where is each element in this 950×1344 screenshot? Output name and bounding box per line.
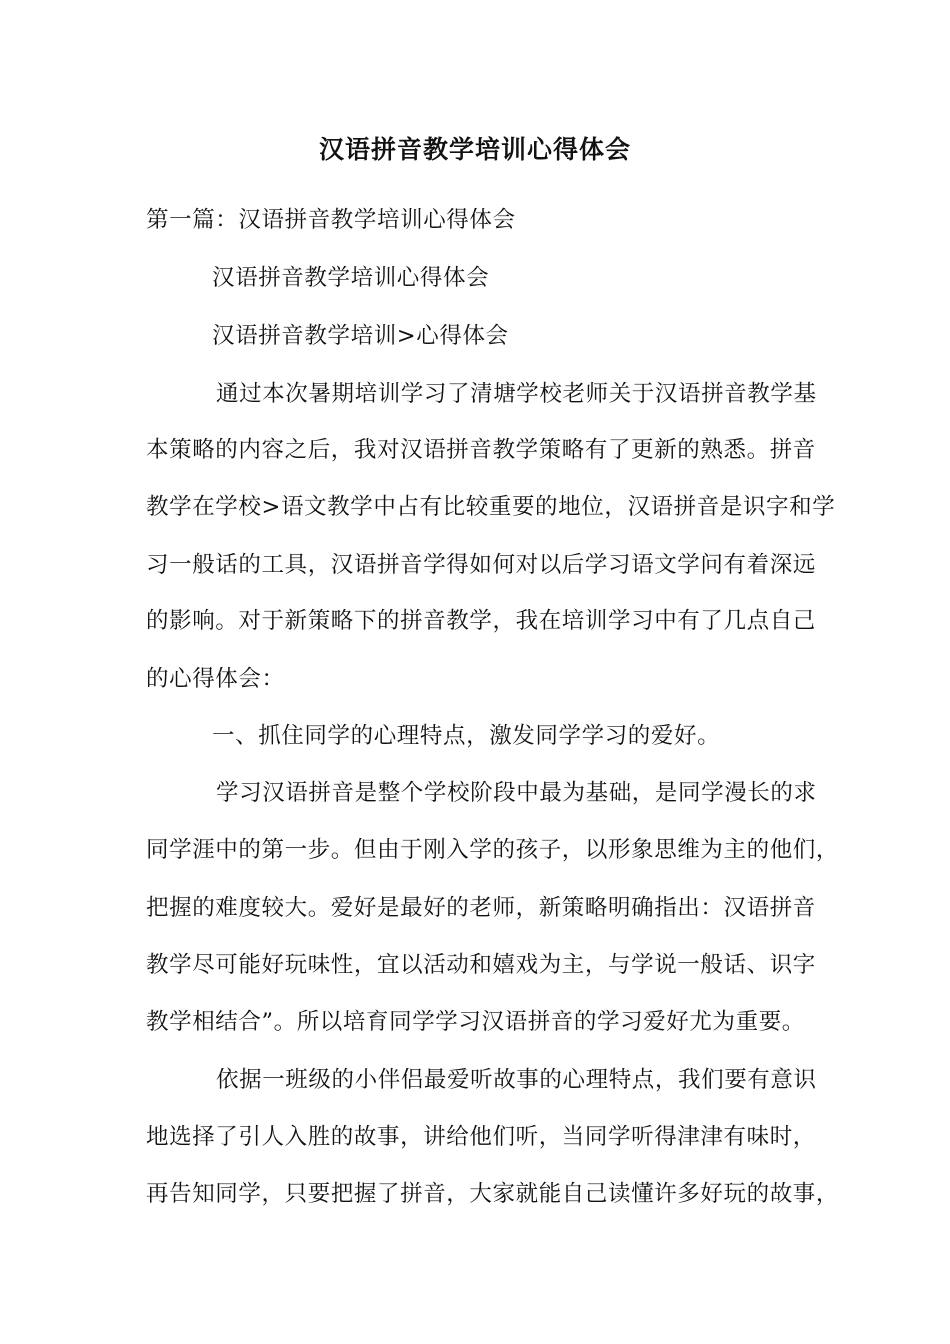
paragraph-line: 的影响。对于新策略下的拼音教学，我在培训学习中有了几点自己 [146,608,816,634]
paragraph-line: 本策略的内容之后，我对汉语拼音教学策略有了更新的熟悉。拼音 [146,437,816,463]
paragraph-line: 依据一班级的小伴侣最爱听故事的心理特点，我们要有意识 [216,1067,817,1093]
document-title: 汉语拼音教学培训心得体会 [318,135,631,164]
section-point: 一、抓住同学的心理特点，激发同学学习的爱好。 [212,723,721,749]
paragraph-line: 习一般话的工具，汉语拼音学得如何对以后学习语文学问有着深远 [146,552,816,578]
paragraph-line: 通过本次暑期培训学习了清塘学校老师关于汉语拼音教学基 [216,381,817,407]
paragraph-line: 教学相结合”。所以培育同学学习汉语拼音的学习爱好尤为重要。 [146,1009,805,1035]
section-heading: 第一篇：汉语拼音教学培训心得体会 [146,207,516,233]
paragraph-line: 地选择了引人入胜的故事，讲给他们听，当同学听得津津有味时， [146,1124,816,1150]
paragraph-line: 把握的难度较大。爱好是最好的老师，新策略明确指出：汉语拼音 [146,895,816,921]
subtitle-line: 汉语拼音教学培训>心得体会 [212,323,509,349]
paragraph-line: 教学在学校>语文教学中占有比较重要的地位，汉语拼音是识字和学 [146,494,836,520]
paragraph-line: 再告知同学，只要把握了拼音，大家就能自己读懂许多好玩的故事， [146,1181,840,1207]
paragraph-line: 教学尽可能好玩味性，宜以活动和嬉戏为主，与学说一般话、识字 [146,952,816,978]
paragraph-line: 的心得体会： [146,666,285,692]
paragraph-line: 同学涯中的第一步。但由于刚入学的孩子，以形象思维为主的他们， [146,837,840,863]
paragraph-line: 学习汉语拼音是整个学校阶段中最为基础，是同学漫长的求 [216,780,817,806]
subtitle-line: 汉语拼音教学培训心得体会 [212,265,490,291]
